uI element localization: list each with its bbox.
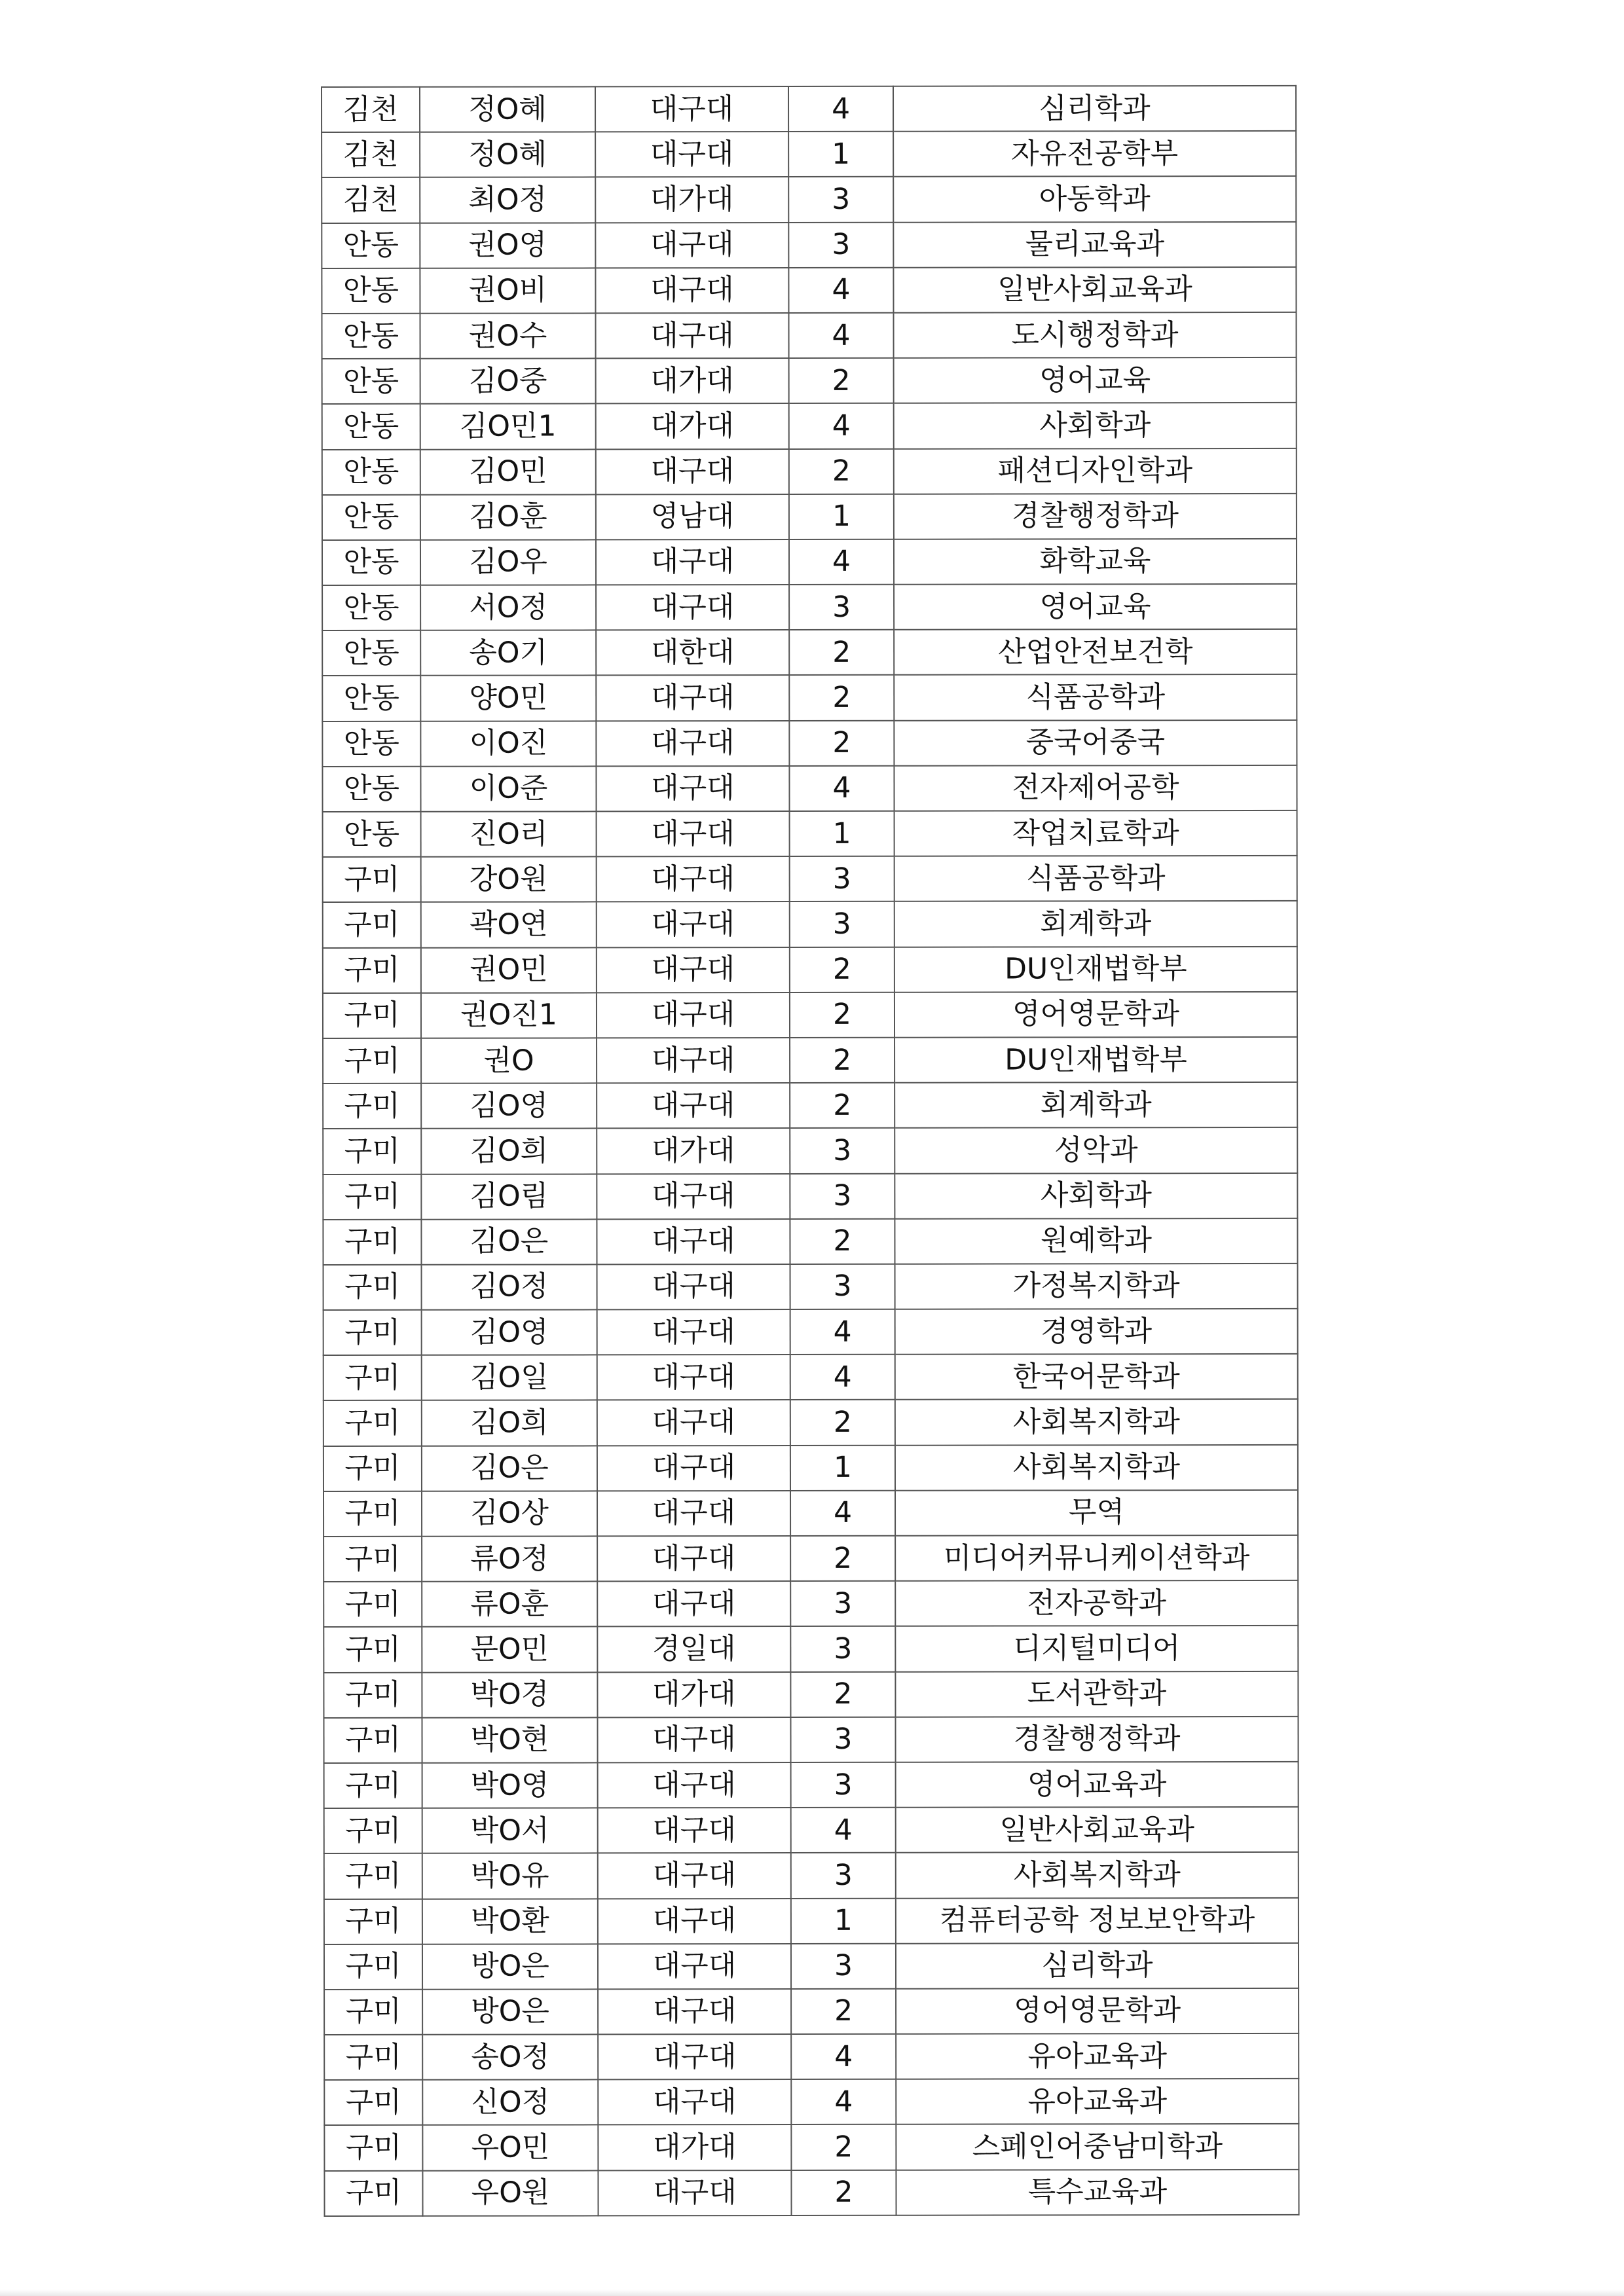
grade-cell: 1 xyxy=(789,494,894,539)
table-row xyxy=(324,2033,1299,2080)
region-cell: 구미 xyxy=(323,993,421,1038)
name-cell: 김O중 xyxy=(420,359,596,405)
region-cell: 구미 xyxy=(324,2170,422,2215)
university-cell: 대구대 xyxy=(597,1446,790,1491)
major-cell: 패션디자인학과 xyxy=(894,448,1297,494)
grade-cell: 3 xyxy=(791,1762,896,1808)
major-cell: 영어영문학과 xyxy=(896,1988,1299,2034)
region-cell: 구미 xyxy=(323,1627,422,1672)
region-cell: 구미 xyxy=(323,1310,422,1355)
name-cell: 박O서 xyxy=(422,1808,598,1854)
table-row xyxy=(324,1762,1299,1808)
major-cell: 유아교육과 xyxy=(896,2079,1299,2124)
university-cell: 대구대 xyxy=(597,1219,790,1265)
major-cell: 중국어중국 xyxy=(894,720,1297,766)
university-cell: 대구대 xyxy=(598,1808,791,1853)
university-cell: 대한대 xyxy=(596,630,789,676)
name-cell: 송O정 xyxy=(422,2034,598,2080)
region-cell: 안동 xyxy=(322,676,420,721)
grade-cell: 3 xyxy=(790,1173,895,1218)
major-cell: 경찰행정학과 xyxy=(895,1717,1298,1762)
table-row xyxy=(323,1309,1298,1355)
region-cell: 안동 xyxy=(322,359,420,404)
university-cell: 대구대 xyxy=(597,1581,790,1627)
university-cell: 대구대 xyxy=(596,766,789,812)
name-cell: 정O혜 xyxy=(420,132,595,178)
university-cell: 대구대 xyxy=(597,811,790,857)
region-cell: 구미 xyxy=(323,1084,421,1129)
name-cell: 문O민 xyxy=(422,1627,597,1673)
major-cell: 사회복지학과 xyxy=(896,1852,1299,1898)
table-row xyxy=(323,992,1297,1038)
major-cell: 한국어문학과 xyxy=(895,1354,1298,1400)
major-cell: 원예학과 xyxy=(895,1218,1297,1264)
grade-cell: 3 xyxy=(790,1626,895,1671)
major-cell: 성악과 xyxy=(895,1127,1297,1173)
grade-cell: 4 xyxy=(788,86,893,132)
name-cell: 양O민 xyxy=(420,676,596,721)
name-cell: 김O정 xyxy=(422,1264,597,1310)
table-row xyxy=(323,1445,1298,1491)
table-row xyxy=(324,1897,1299,1944)
major-cell: 영어교육과 xyxy=(896,1762,1299,1808)
name-cell: 김O민1 xyxy=(420,404,596,450)
university-cell: 대구대 xyxy=(597,856,790,902)
region-cell: 구미 xyxy=(323,857,421,902)
table-row xyxy=(324,1807,1299,1853)
major-cell: 사회복지학과 xyxy=(895,1445,1298,1491)
name-cell: 김O상 xyxy=(422,1491,597,1537)
grade-cell: 4 xyxy=(789,403,894,448)
table-row xyxy=(322,86,1296,132)
name-cell: 김O민 xyxy=(420,449,596,495)
university-cell: 대구대 xyxy=(598,2170,791,2216)
region-cell: 구미 xyxy=(323,1219,421,1264)
name-cell: 서O정 xyxy=(420,585,596,630)
table-row xyxy=(323,901,1297,947)
major-cell: 사회복지학과 xyxy=(895,1399,1298,1445)
name-cell: 김O우 xyxy=(420,539,596,585)
table-row xyxy=(324,1988,1299,2035)
name-cell: 김O희 xyxy=(421,1129,597,1175)
major-cell: 영어교육 xyxy=(894,357,1297,403)
major-cell: 스페인어중남미학과 xyxy=(896,2124,1299,2170)
university-cell: 대구대 xyxy=(597,993,790,1038)
name-cell: 김O은 xyxy=(422,1446,597,1491)
region-cell: 구미 xyxy=(324,2035,422,2080)
university-cell: 대구대 xyxy=(597,1083,790,1129)
major-cell: 화학교육 xyxy=(894,539,1297,585)
region-cell: 구미 xyxy=(323,1718,422,1763)
major-cell: 영어교육 xyxy=(894,584,1297,630)
major-cell: 자유전공학부 xyxy=(893,131,1296,177)
grade-cell: 3 xyxy=(790,1264,895,1309)
university-cell: 대구대 xyxy=(597,1717,790,1763)
major-cell: 심리학과 xyxy=(896,1943,1299,1989)
major-cell: 작업치료학과 xyxy=(895,811,1297,856)
grade-cell: 3 xyxy=(790,902,895,947)
table-row xyxy=(322,539,1297,585)
university-cell: 대가대 xyxy=(597,1128,790,1174)
university-cell: 대구대 xyxy=(595,132,788,177)
table-row xyxy=(323,1264,1298,1310)
grade-cell: 4 xyxy=(788,313,893,358)
university-cell: 대구대 xyxy=(597,1400,790,1446)
region-cell: 구미 xyxy=(323,1400,422,1446)
grade-cell: 1 xyxy=(788,132,893,177)
region-cell: 구미 xyxy=(324,1763,422,1808)
major-cell: 무역 xyxy=(895,1490,1298,1536)
name-cell: 방O은 xyxy=(422,1944,598,1990)
table-row xyxy=(323,1037,1297,1084)
region-cell: 안동 xyxy=(322,404,420,449)
name-cell: 우O민 xyxy=(422,2125,598,2171)
region-cell: 안동 xyxy=(322,767,420,812)
major-cell: 가정복지학과 xyxy=(895,1264,1298,1309)
roster-body xyxy=(322,86,1299,2216)
region-cell: 구미 xyxy=(323,1038,421,1084)
university-cell: 대구대 xyxy=(597,947,790,993)
region-cell: 구미 xyxy=(324,2125,422,2170)
grade-cell: 2 xyxy=(790,1536,895,1581)
name-cell: 강O원 xyxy=(421,857,597,903)
table-row xyxy=(322,131,1296,177)
region-cell: 구미 xyxy=(324,1853,422,1899)
table-row xyxy=(322,584,1297,630)
major-cell: 경찰행정학과 xyxy=(894,494,1297,539)
university-cell: 대구대 xyxy=(597,1355,790,1400)
table-row xyxy=(323,1490,1298,1537)
grade-cell: 4 xyxy=(791,2034,896,2079)
table-row xyxy=(323,1626,1298,1672)
university-cell: 대구대 xyxy=(598,1853,791,1899)
university-cell: 대구대 xyxy=(598,2079,791,2125)
major-cell: 도시행정학과 xyxy=(893,312,1296,358)
major-cell: 영어영문학과 xyxy=(895,992,1297,1038)
name-cell: 김O림 xyxy=(421,1174,597,1220)
name-cell: 김O희 xyxy=(422,1400,597,1446)
grade-cell: 2 xyxy=(790,1038,895,1083)
grade-cell: 3 xyxy=(791,1853,896,1898)
name-cell: 송O기 xyxy=(420,630,596,676)
name-cell: 진O리 xyxy=(421,811,597,857)
grade-cell: 4 xyxy=(791,1808,896,1853)
university-cell: 대구대 xyxy=(595,268,788,314)
grade-cell: 3 xyxy=(789,585,894,630)
name-cell: 권O비 xyxy=(420,268,595,314)
major-cell: 회계학과 xyxy=(895,901,1297,947)
table-row xyxy=(323,1717,1298,1763)
name-cell: 곽O연 xyxy=(421,902,597,948)
scholarship-roster-table xyxy=(321,85,1300,2217)
major-cell: DU인재법학부 xyxy=(895,1037,1297,1083)
university-cell: 대구대 xyxy=(595,313,788,359)
region-cell: 구미 xyxy=(323,1129,421,1174)
table-row xyxy=(322,765,1297,812)
grade-cell: 3 xyxy=(791,1943,896,1988)
region-cell: 구미 xyxy=(324,1899,422,1944)
university-cell: 대구대 xyxy=(597,1264,790,1310)
table-row xyxy=(323,946,1297,993)
region-cell: 구미 xyxy=(323,1446,422,1491)
university-cell: 대가대 xyxy=(596,358,789,404)
university-cell: 대구대 xyxy=(597,1491,790,1537)
region-cell: 안동 xyxy=(322,494,420,539)
name-cell: 이O진 xyxy=(420,721,596,767)
name-cell: 이O준 xyxy=(420,766,596,812)
grade-cell: 2 xyxy=(790,1083,895,1128)
region-cell: 구미 xyxy=(323,1265,422,1310)
university-cell: 대구대 xyxy=(596,675,789,721)
major-cell: 전자공학과 xyxy=(895,1580,1298,1626)
table-row xyxy=(322,176,1296,223)
region-cell: 구미 xyxy=(323,1582,422,1627)
table-row xyxy=(324,1852,1299,1899)
region-cell: 김천 xyxy=(322,177,420,223)
table-row xyxy=(324,1943,1299,1990)
grade-cell: 2 xyxy=(790,1671,895,1717)
grade-cell: 2 xyxy=(791,1989,896,2034)
name-cell: 김O영 xyxy=(421,1084,597,1129)
region-cell: 안동 xyxy=(322,449,420,494)
grade-cell: 3 xyxy=(790,1581,895,1626)
table-row xyxy=(323,1580,1298,1627)
name-cell: 박O환 xyxy=(422,1899,598,1944)
name-cell: 김O은 xyxy=(421,1219,597,1265)
university-cell: 대구대 xyxy=(598,1944,791,1990)
major-cell: 식품공학과 xyxy=(894,674,1297,720)
grade-cell: 4 xyxy=(791,2079,896,2124)
university-cell: 대구대 xyxy=(596,585,789,630)
university-cell: 대가대 xyxy=(598,2124,791,2170)
university-cell: 대구대 xyxy=(597,1174,790,1220)
major-cell: 경영학과 xyxy=(895,1309,1298,1355)
region-cell: 구미 xyxy=(323,1537,422,1582)
major-cell: 물리교육과 xyxy=(893,221,1296,267)
grade-cell: 2 xyxy=(790,1400,895,1445)
name-cell: 권O수 xyxy=(420,313,595,359)
table-row xyxy=(324,2124,1299,2170)
major-cell: 아동학과 xyxy=(893,176,1296,222)
table-row xyxy=(322,357,1297,404)
university-cell: 대가대 xyxy=(596,403,789,449)
grade-cell: 2 xyxy=(790,993,895,1038)
grade-cell: 1 xyxy=(791,1898,896,1943)
grade-cell: 4 xyxy=(790,1309,895,1355)
university-cell: 대구대 xyxy=(596,539,789,585)
major-cell: 일반사회교육과 xyxy=(896,1807,1299,1853)
university-cell: 대가대 xyxy=(597,1672,790,1718)
region-cell: 안동 xyxy=(322,268,420,314)
table-row xyxy=(324,2079,1299,2125)
name-cell: 최O정 xyxy=(420,177,595,223)
major-cell: 컴퓨터공학 정보보안학과 xyxy=(896,1897,1299,1943)
university-cell: 대가대 xyxy=(595,177,788,223)
major-cell: 유아교육과 xyxy=(896,2033,1299,2079)
grade-cell: 2 xyxy=(789,448,894,494)
region-cell: 안동 xyxy=(322,223,420,268)
name-cell: 류O훈 xyxy=(422,1582,597,1628)
table-row xyxy=(324,2170,1299,2216)
table-row xyxy=(322,403,1297,449)
university-cell: 대구대 xyxy=(598,2034,791,2080)
region-cell: 안동 xyxy=(322,585,420,630)
name-cell: 박O경 xyxy=(422,1672,597,1718)
grade-cell: 3 xyxy=(788,177,893,222)
region-cell: 구미 xyxy=(323,947,421,993)
region-cell: 안동 xyxy=(323,812,421,857)
region-cell: 안동 xyxy=(322,630,420,676)
major-cell: 도서관학과 xyxy=(895,1671,1298,1717)
region-cell: 구미 xyxy=(323,1672,422,1717)
table-row xyxy=(322,720,1297,767)
university-cell: 대구대 xyxy=(597,1038,790,1084)
name-cell: 방O은 xyxy=(422,1989,598,2035)
major-cell: 전자제어공학 xyxy=(894,765,1297,811)
university-cell: 대구대 xyxy=(597,902,790,947)
major-cell: DU인재법학부 xyxy=(895,946,1297,992)
region-cell: 구미 xyxy=(323,1355,422,1400)
major-cell: 심리학과 xyxy=(893,86,1296,132)
name-cell: 류O정 xyxy=(422,1536,597,1582)
major-cell: 회계학과 xyxy=(895,1082,1297,1128)
table-row xyxy=(322,448,1297,494)
grade-cell: 2 xyxy=(791,2124,896,2170)
table-row xyxy=(323,1218,1297,1265)
name-cell: 김O일 xyxy=(422,1355,597,1401)
table-row xyxy=(322,221,1296,268)
major-cell: 산업안전보건학 xyxy=(894,629,1297,675)
region-cell: 안동 xyxy=(322,314,420,359)
university-cell: 대구대 xyxy=(598,1899,791,1944)
grade-cell: 2 xyxy=(790,1218,895,1264)
name-cell: 우O원 xyxy=(422,2170,598,2216)
name-cell: 김O영 xyxy=(422,1309,597,1355)
grade-cell: 1 xyxy=(790,811,895,856)
table-row xyxy=(323,1127,1297,1174)
grade-cell: 2 xyxy=(789,630,894,675)
grade-cell: 3 xyxy=(790,1717,895,1762)
name-cell: 김O훈 xyxy=(420,494,596,540)
major-cell: 사회학과 xyxy=(895,1173,1297,1218)
major-cell: 일반사회교육과 xyxy=(893,267,1296,313)
table-row xyxy=(322,267,1296,314)
table-row xyxy=(322,629,1297,676)
scan-bottom-edge xyxy=(0,2289,1624,2296)
region-cell: 구미 xyxy=(323,1174,421,1219)
region-cell: 김천 xyxy=(322,132,420,177)
grade-cell: 2 xyxy=(790,947,895,992)
name-cell: 정O혜 xyxy=(420,86,595,132)
university-cell: 영남대 xyxy=(596,494,789,540)
name-cell: 권O진1 xyxy=(421,993,597,1038)
table-row xyxy=(323,1354,1298,1400)
major-cell: 특수교육과 xyxy=(896,2170,1299,2215)
table-row xyxy=(323,1082,1297,1129)
name-cell: 박O영 xyxy=(422,1762,598,1808)
grade-cell: 2 xyxy=(789,358,894,403)
region-cell: 구미 xyxy=(323,902,421,947)
region-cell: 구미 xyxy=(324,1808,422,1853)
major-cell: 디지털미디어 xyxy=(895,1626,1298,1671)
grade-cell: 2 xyxy=(789,720,894,765)
university-cell: 대구대 xyxy=(596,449,789,495)
table-row xyxy=(323,1671,1298,1717)
table-row xyxy=(322,494,1297,540)
grade-cell: 4 xyxy=(789,539,894,585)
grade-cell: 4 xyxy=(790,1355,895,1400)
university-cell: 대구대 xyxy=(598,1762,791,1808)
table-row xyxy=(323,1399,1298,1446)
university-cell: 대구대 xyxy=(597,1536,790,1582)
university-cell: 대구대 xyxy=(595,223,788,268)
table-row xyxy=(323,811,1297,857)
name-cell: 권O민 xyxy=(421,947,597,993)
table-row xyxy=(323,856,1297,902)
region-cell: 구미 xyxy=(324,1944,422,1989)
name-cell: 권O영 xyxy=(420,223,595,268)
table-row xyxy=(323,1535,1298,1582)
region-cell: 안동 xyxy=(322,721,420,766)
region-cell: 구미 xyxy=(324,2080,422,2125)
university-cell: 대구대 xyxy=(597,1309,790,1355)
region-cell: 안동 xyxy=(322,540,420,585)
major-cell: 미디어커뮤니케이션학과 xyxy=(895,1535,1298,1581)
name-cell: 신O정 xyxy=(422,2080,598,2126)
grade-cell: 4 xyxy=(789,766,894,811)
table-row xyxy=(323,1173,1297,1219)
grade-cell: 3 xyxy=(788,222,893,267)
grade-cell: 2 xyxy=(791,2170,896,2215)
region-cell: 구미 xyxy=(323,1491,422,1537)
university-cell: 대구대 xyxy=(598,1989,791,2035)
grade-cell: 4 xyxy=(790,1491,895,1536)
major-cell: 식품공학과 xyxy=(895,856,1297,902)
university-cell: 대구대 xyxy=(596,721,789,767)
table-row xyxy=(322,674,1297,721)
university-cell: 경일대 xyxy=(597,1626,790,1672)
grade-cell: 3 xyxy=(790,856,895,902)
major-cell: 사회학과 xyxy=(894,403,1297,448)
name-cell: 권O xyxy=(421,1038,597,1084)
name-cell: 박O현 xyxy=(422,1717,597,1763)
table-row xyxy=(322,312,1296,359)
name-cell: 박O유 xyxy=(422,1853,598,1899)
region-cell: 김천 xyxy=(322,87,420,132)
grade-cell: 2 xyxy=(789,675,894,720)
university-cell: 대구대 xyxy=(595,86,788,132)
grade-cell: 1 xyxy=(790,1445,895,1490)
grade-cell: 3 xyxy=(790,1128,895,1173)
grade-cell: 4 xyxy=(788,268,893,313)
region-cell: 구미 xyxy=(324,1990,422,2035)
